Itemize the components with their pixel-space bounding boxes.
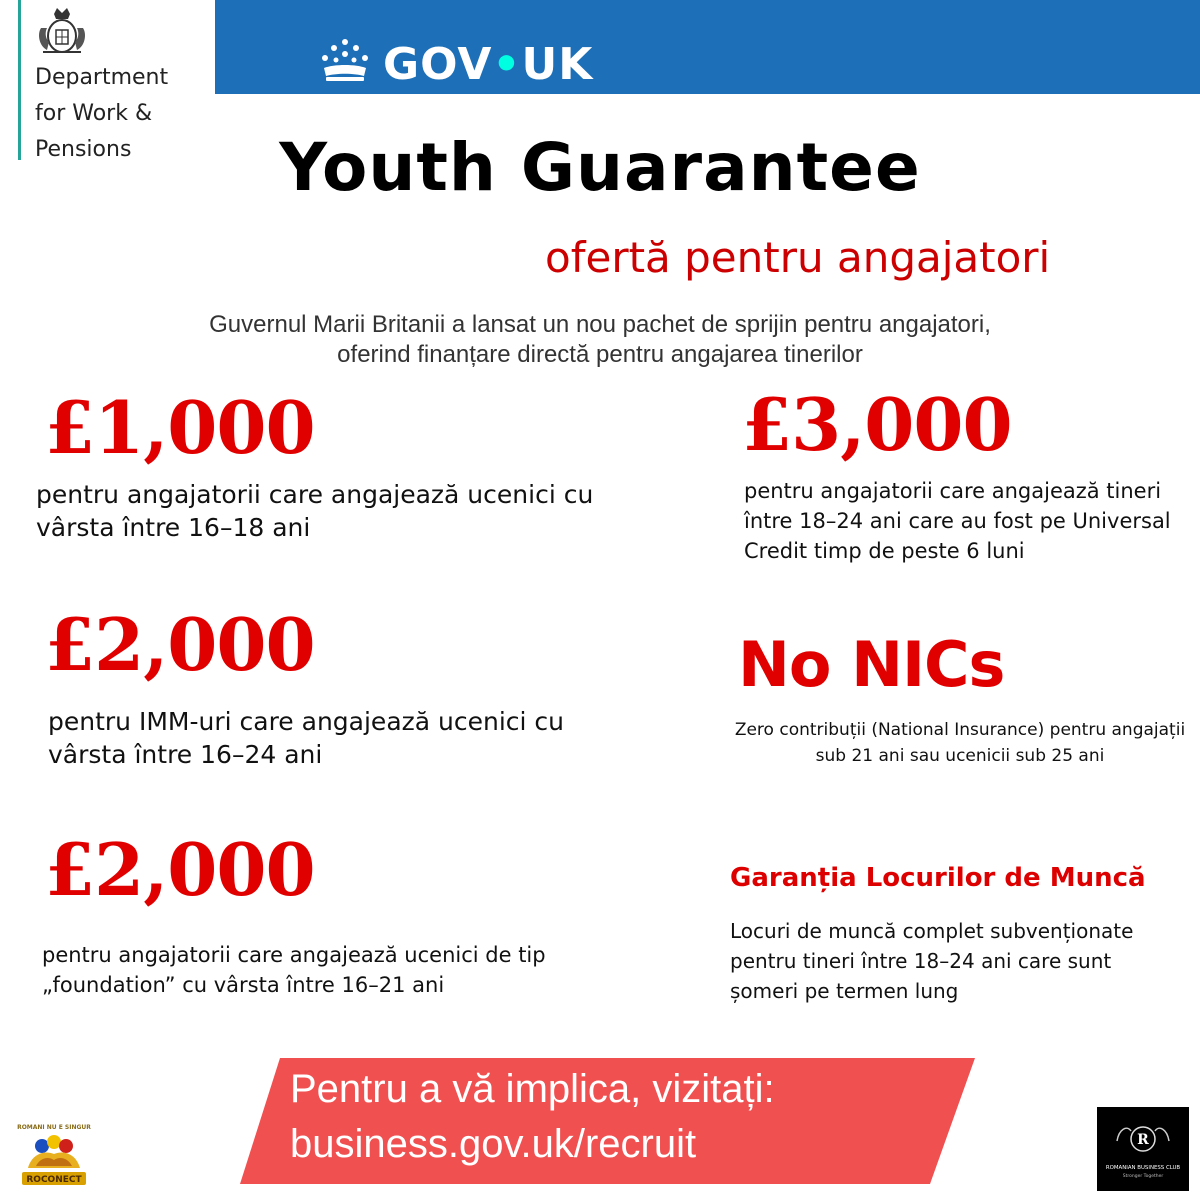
offer-amount: £2,000 [45,827,315,912]
offer-amount: £2,000 [45,602,315,687]
offer-description: Zero contribuții (National Insurance) pentru angajații sub 21 ani sau ucenicii sub 25 ani [734,720,1186,766]
svg-text:ROMANI NU E SINGUR: ROMANI NU E SINGUR [17,1124,91,1131]
offer-description: pentru angajatorii care angajează ucenici cu vârsta între 16–18 ani [36,480,594,542]
svg-text:ROCONECT: ROCONECT [26,1175,82,1185]
cta-link[interactable]: business.gov.uk/recruit [290,1122,697,1166]
gov-uk-banner [215,0,1200,94]
offer-description: pentru angajatorii care angajează ucenici de tip „foundation” cu vârsta între 16–21 ani [42,943,546,997]
page-subtitle: ofertă pentru angajatori [545,233,1051,282]
svg-text:Stronger Together: Stronger Together [1122,1174,1164,1179]
royal-crest-icon [35,6,89,56]
department-name: Department for Work & Pensions [35,65,169,162]
offer-description: Locuri de muncă complet subvenționate pentru tineri între 18–24 ani care sunt șomeri pe termen lung [730,919,1134,1003]
offer-heading: Garanția Locurilor de Muncă [730,863,1146,893]
cta-text[interactable] [290,1062,775,1172]
offer-amount: £3,000 [742,382,1012,467]
page-title: Youth Guarantee [279,129,921,206]
gov-uk-dot: • [492,39,522,90]
gov-uk-wordmark: GOV•UK [383,39,594,90]
offer-amount: No NICs [738,628,1005,701]
crown-icon [320,38,370,82]
roconect-logo [16,1120,92,1192]
offer-description: pentru IMM-uri care angajează ucenici cu vârsta între 16–24 ani [48,707,565,769]
svg-text:ROMANIAN BUSINESS CLUB: ROMANIAN BUSINESS CLUB [1105,1165,1181,1171]
svg-text:R: R [1137,1132,1149,1148]
intro-text: Guvernul Marii Britanii a lansat un nou pachet de sprijin pentru angajatori, oferind finanțare directă pentru angajarea tinerilor [209,311,991,368]
cta-line-1: Pentru a vă implica, vizitați: [290,1067,775,1111]
romanian-business-club-logo [1097,1107,1189,1191]
cta-banner[interactable] [240,1058,975,1184]
offer-amount: £1,000 [45,385,315,470]
offer-description: pentru angajatorii care angajează tineri între 18–24 ani care au fost pe Universal Credit timp de peste 6 luni [744,479,1171,563]
